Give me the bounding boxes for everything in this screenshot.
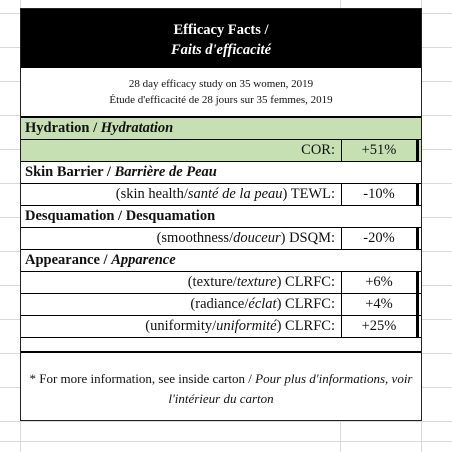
- grid-line: [0, 421, 452, 422]
- row-value: +51%: [341, 140, 419, 162]
- row-label: [145, 316, 335, 337]
- row-value: +25%: [341, 316, 419, 338]
- row-radiance: [21, 294, 421, 316]
- label-pre: (texture/: [187, 274, 237, 290]
- section-label-fr: Hydratation: [100, 120, 174, 136]
- panel-header: [21, 9, 421, 68]
- label-fr: uniformité: [216, 318, 277, 334]
- row-cor: [21, 140, 421, 162]
- row-label: COR:: [301, 142, 335, 158]
- label-fr: texture: [236, 274, 277, 290]
- label-post: ) CLRFC:: [276, 296, 335, 312]
- study-line-fr: Étude d'efficacité de 28 jours sur 35 femmes, 2019: [109, 94, 333, 106]
- label-post: ) CLRFC:: [276, 318, 335, 334]
- footer-fr: Pour plus d'informations, voir l'intérieur du carton: [168, 371, 413, 406]
- row-uniformity: [21, 316, 421, 338]
- study-line-en: 28 day efficacy study on 35 women, 2019: [128, 78, 314, 90]
- row-value: +4%: [341, 294, 419, 316]
- label-post: ) TEWL:: [282, 186, 335, 202]
- section-label-fr: Barrière de Peau: [114, 164, 217, 180]
- label-fr: éclat: [248, 296, 277, 312]
- footer-note: [21, 351, 421, 420]
- section-skin-barrier: [21, 162, 421, 184]
- row-label: [188, 272, 335, 293]
- row-label: [157, 228, 335, 249]
- label-pre: (uniformity/: [145, 318, 217, 334]
- section-appearance: [21, 250, 421, 272]
- section-desquamation: [21, 206, 421, 228]
- row-dsqm: [21, 228, 421, 250]
- section-label-en: Desquamation / Desquamation: [25, 208, 216, 224]
- row-value: -20%: [341, 228, 419, 250]
- section-label-fr: Apparence: [111, 252, 176, 268]
- label-post: ) DSQM:: [280, 230, 335, 246]
- label-pre: (skin health/: [115, 186, 188, 202]
- section-hydration: [21, 118, 421, 140]
- section-label-en: Appearance /: [25, 252, 112, 268]
- title-en: Efficacy Facts /: [173, 22, 269, 38]
- efficacy-facts-panel: [20, 8, 422, 421]
- row-value: -10%: [341, 184, 419, 206]
- study-description: [21, 68, 421, 118]
- label-post: ) CLRFC:: [276, 274, 335, 290]
- row-label: [116, 184, 335, 205]
- label-pre: (radiance/: [190, 296, 249, 312]
- row-tewl: [21, 184, 421, 206]
- label-fr: santé de la peau: [187, 186, 283, 202]
- footer-en: * For more information, see inside carton /: [29, 371, 256, 386]
- title-fr: Faits d'efficacité: [171, 42, 271, 58]
- section-label-en: Skin Barrier /: [25, 164, 115, 180]
- section-label-en: Hydration /: [25, 120, 101, 136]
- row-value: +6%: [341, 272, 419, 294]
- label-fr: douceur: [233, 230, 281, 246]
- row-label: [190, 294, 335, 315]
- grid-line: [0, 441, 452, 442]
- label-pre: (smoothness/: [156, 230, 234, 246]
- row-texture: [21, 272, 421, 294]
